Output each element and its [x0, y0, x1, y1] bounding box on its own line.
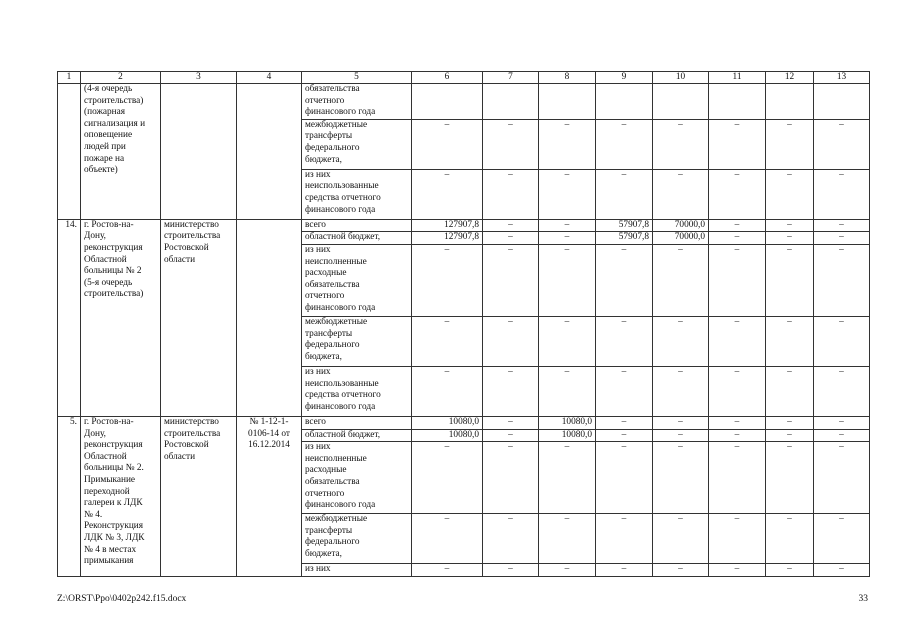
- value-cell: 10080,0: [412, 429, 483, 442]
- cell-line: областной бюджет,: [305, 232, 381, 243]
- funding-source: [302, 232, 412, 245]
- funding-source: [302, 244, 412, 316]
- table-row: [58, 84, 870, 120]
- value-cell: –: [483, 429, 539, 442]
- value-cell: –: [539, 366, 596, 416]
- cell-line: финансового года: [305, 401, 376, 412]
- cell-line: Дону,: [84, 231, 107, 242]
- value-cell: –: [766, 232, 814, 245]
- cell-line: Областной: [84, 451, 127, 462]
- cell-line: примыкания: [84, 556, 134, 567]
- cell-line: больницы № 2: [84, 266, 142, 277]
- value-cell: –: [483, 514, 539, 564]
- value-cell: –: [814, 429, 870, 442]
- document-ref: [237, 219, 302, 416]
- cell-line: бюджета,: [305, 154, 342, 165]
- value-cell: –: [653, 514, 709, 564]
- value-cell: –: [539, 219, 596, 232]
- value-cell: –: [483, 169, 539, 219]
- value-cell: –: [766, 244, 814, 316]
- value-cell: –: [814, 514, 870, 564]
- cell-line: бюджета,: [305, 548, 342, 559]
- responsible-agency: [161, 416, 237, 576]
- cell-line: трансферты: [305, 328, 353, 339]
- value-cell: –: [483, 119, 539, 169]
- value-cell: –: [766, 416, 814, 429]
- cell-line: обязательства: [305, 84, 360, 94]
- footer-file-path: Z:\ORST\Ppo\0402p242.f15.docx: [57, 594, 187, 604]
- cell-line: оповещение: [84, 130, 133, 141]
- object-name: [81, 219, 161, 416]
- cell-line: из них: [305, 564, 331, 575]
- column-number-11: 11: [709, 72, 766, 84]
- cell-line: сигнализация и: [84, 118, 146, 129]
- cell-line: средства отчетного: [305, 390, 381, 401]
- value-cell: 70000,0: [653, 232, 709, 245]
- value-cell: –: [766, 429, 814, 442]
- value-cell: –: [709, 366, 766, 416]
- value-cell: –: [766, 514, 814, 564]
- cell-line: № 4 в местах: [84, 544, 137, 555]
- value-cell: –: [709, 244, 766, 316]
- cell-line: отчетного: [305, 488, 345, 499]
- footer-page-number: 33: [858, 594, 868, 604]
- column-number-12: 12: [766, 72, 814, 84]
- value-cell: –: [709, 119, 766, 169]
- value-cell: 10080,0: [412, 416, 483, 429]
- document-ref: [237, 416, 302, 576]
- funding-source: [302, 84, 412, 120]
- cell-line: (5-я очередь: [84, 277, 133, 288]
- value-cell: –: [814, 316, 870, 366]
- cell-line: обязательства: [305, 279, 360, 290]
- cell-line: федерального: [305, 142, 360, 153]
- value-cell: –: [709, 219, 766, 232]
- responsible-agency: [161, 84, 237, 220]
- value-cell: –: [596, 429, 653, 442]
- cell-line: строительства: [164, 231, 221, 242]
- value-cell: –: [814, 219, 870, 232]
- value-cell: 10080,0: [539, 429, 596, 442]
- cell-line: министерство: [164, 219, 219, 230]
- value-cell: –: [596, 416, 653, 429]
- row-number: 14.: [58, 219, 81, 416]
- cell-line: финансового года: [305, 302, 376, 313]
- cell-line: межбюджетные: [305, 316, 368, 327]
- cell-line: строительства): [84, 95, 144, 106]
- value-cell: –: [539, 514, 596, 564]
- cell-line: из них: [305, 244, 331, 255]
- budget-table: [57, 71, 870, 577]
- funding-source: [302, 564, 412, 577]
- header-row: [58, 72, 870, 84]
- value-cell: –: [709, 442, 766, 514]
- cell-line: 0106-14 от: [248, 428, 290, 439]
- table-row: [58, 416, 870, 429]
- object-name: [81, 84, 161, 220]
- value-cell: [596, 84, 653, 120]
- value-cell: –: [596, 514, 653, 564]
- value-cell: –: [596, 564, 653, 577]
- cell-line: отчетного: [305, 291, 345, 302]
- cell-line: всего: [305, 416, 326, 427]
- cell-line: Областной: [84, 254, 127, 265]
- cell-line: области: [164, 254, 196, 265]
- cell-line: объекте): [84, 165, 118, 176]
- value-cell: –: [814, 169, 870, 219]
- value-cell: –: [412, 244, 483, 316]
- column-number-1: 1: [58, 72, 81, 84]
- value-cell: –: [596, 316, 653, 366]
- value-cell: –: [539, 442, 596, 514]
- value-cell: [653, 84, 709, 120]
- cell-line: реконструкция: [84, 242, 143, 253]
- value-cell: [539, 84, 596, 120]
- column-number-5: 5: [302, 72, 412, 84]
- cell-line: строительства): [84, 289, 144, 300]
- value-cell: –: [483, 219, 539, 232]
- cell-line: межбюджетные: [305, 514, 368, 525]
- funding-source: [302, 119, 412, 169]
- cell-line: отчетного: [305, 95, 345, 106]
- cell-line: № 1-12-1-: [249, 416, 289, 427]
- value-cell: –: [766, 219, 814, 232]
- value-cell: –: [539, 169, 596, 219]
- value-cell: –: [596, 442, 653, 514]
- column-number-9: 9: [596, 72, 653, 84]
- cell-line: Реконструкция: [84, 521, 144, 532]
- value-cell: 57907,8: [596, 219, 653, 232]
- value-cell: –: [709, 169, 766, 219]
- value-cell: 70000,0: [653, 219, 709, 232]
- cell-line: г. Ростов-на-: [84, 219, 134, 230]
- value-cell: –: [653, 429, 709, 442]
- column-number-7: 7: [483, 72, 539, 84]
- funding-source: [302, 366, 412, 416]
- cell-line: г. Ростов-на-: [84, 416, 134, 427]
- value-cell: –: [653, 119, 709, 169]
- value-cell: –: [412, 514, 483, 564]
- value-cell: [766, 84, 814, 120]
- cell-line: трансферты: [305, 525, 353, 536]
- value-cell: –: [653, 442, 709, 514]
- cell-line: неисполненные: [305, 453, 367, 464]
- cell-line: областной бюджет,: [305, 429, 381, 440]
- cell-line: трансферты: [305, 131, 353, 142]
- funding-source: [302, 316, 412, 366]
- value-cell: –: [814, 232, 870, 245]
- value-cell: –: [483, 232, 539, 245]
- value-cell: –: [483, 564, 539, 577]
- funding-source: [302, 429, 412, 442]
- funding-source: [302, 169, 412, 219]
- value-cell: –: [709, 416, 766, 429]
- value-cell: –: [539, 316, 596, 366]
- value-cell: –: [766, 119, 814, 169]
- cell-line: области: [164, 451, 196, 462]
- value-cell: –: [539, 119, 596, 169]
- column-number-3: 3: [161, 72, 237, 84]
- value-cell: 57907,8: [596, 232, 653, 245]
- value-cell: –: [412, 442, 483, 514]
- value-cell: –: [653, 416, 709, 429]
- value-cell: –: [709, 564, 766, 577]
- column-number-8: 8: [539, 72, 596, 84]
- value-cell: –: [709, 316, 766, 366]
- value-cell: –: [596, 366, 653, 416]
- object-name: [81, 416, 161, 576]
- value-cell: –: [539, 232, 596, 245]
- cell-line: Ростовской: [164, 242, 209, 253]
- value-cell: –: [766, 169, 814, 219]
- document-ref: [237, 84, 302, 220]
- value-cell: –: [653, 169, 709, 219]
- value-cell: –: [814, 119, 870, 169]
- value-cell: –: [653, 316, 709, 366]
- cell-line: межбюджетные: [305, 119, 368, 130]
- value-cell: –: [814, 442, 870, 514]
- cell-line: 16.12.2014: [248, 440, 290, 451]
- cell-line: № 4.: [84, 509, 103, 520]
- responsible-agency: [161, 219, 237, 416]
- value-cell: –: [412, 366, 483, 416]
- value-cell: –: [814, 416, 870, 429]
- cell-line: Примыкание: [84, 474, 136, 485]
- cell-line: финансового года: [305, 107, 376, 118]
- funding-source: [302, 442, 412, 514]
- cell-line: федерального: [305, 537, 360, 548]
- value-cell: –: [539, 564, 596, 577]
- value-cell: –: [483, 416, 539, 429]
- cell-line: больницы № 2.: [84, 463, 144, 474]
- cell-line: расходные: [305, 465, 347, 476]
- cell-line: неисполненные: [305, 256, 367, 267]
- cell-line: строительства: [164, 428, 221, 439]
- cell-line: ЛДК № 3, ЛДК: [84, 532, 145, 543]
- value-cell: –: [766, 366, 814, 416]
- value-cell: –: [483, 244, 539, 316]
- cell-line: Ростовской: [164, 440, 209, 451]
- cell-line: расходные: [305, 268, 347, 279]
- value-cell: –: [709, 232, 766, 245]
- cell-line: людей при: [84, 141, 126, 152]
- value-cell: –: [653, 564, 709, 577]
- column-number-2: 2: [81, 72, 161, 84]
- column-number-4: 4: [237, 72, 302, 84]
- value-cell: 127907,8: [412, 232, 483, 245]
- value-cell: –: [653, 244, 709, 316]
- table-row: [58, 219, 870, 232]
- value-cell: –: [539, 244, 596, 316]
- cell-line: средства отчетного: [305, 192, 381, 203]
- cell-line: пожаре на: [84, 153, 125, 164]
- cell-line: Дону,: [84, 428, 107, 439]
- cell-line: всего: [305, 219, 326, 230]
- cell-line: из них: [305, 169, 331, 180]
- cell-line: из них: [305, 366, 331, 377]
- row-number: 5.: [58, 416, 81, 576]
- value-cell: –: [412, 316, 483, 366]
- value-cell: –: [814, 564, 870, 577]
- funding-source: [302, 416, 412, 429]
- cell-line: из них: [305, 442, 331, 453]
- cell-line: финансового года: [305, 500, 376, 511]
- value-cell: –: [766, 442, 814, 514]
- cell-line: министерство: [164, 416, 219, 427]
- cell-line: неиспользованные: [305, 181, 379, 192]
- value-cell: –: [596, 169, 653, 219]
- column-number-10: 10: [653, 72, 709, 84]
- cell-line: бюджета,: [305, 351, 342, 362]
- cell-line: (пожарная: [84, 107, 126, 118]
- value-cell: –: [709, 514, 766, 564]
- row-number: [58, 84, 81, 220]
- cell-line: обязательства: [305, 476, 360, 487]
- value-cell: 127907,8: [412, 219, 483, 232]
- value-cell: [709, 84, 766, 120]
- value-cell: –: [814, 366, 870, 416]
- cell-line: переходной: [84, 486, 130, 497]
- value-cell: –: [596, 244, 653, 316]
- value-cell: –: [412, 169, 483, 219]
- value-cell: –: [412, 119, 483, 169]
- cell-line: реконструкция: [84, 440, 143, 451]
- cell-line: неиспользованные: [305, 378, 379, 389]
- value-cell: –: [483, 442, 539, 514]
- cell-line: галереи к ЛДК: [84, 498, 143, 509]
- value-cell: –: [653, 366, 709, 416]
- value-cell: –: [412, 564, 483, 577]
- value-cell: –: [766, 564, 814, 577]
- cell-line: (4-я очередь: [84, 84, 133, 94]
- column-number-13: 13: [814, 72, 870, 84]
- value-cell: –: [766, 316, 814, 366]
- value-cell: [483, 84, 539, 120]
- value-cell: [412, 84, 483, 120]
- value-cell: 10080,0: [539, 416, 596, 429]
- value-cell: –: [709, 429, 766, 442]
- cell-line: федерального: [305, 340, 360, 351]
- value-cell: –: [483, 366, 539, 416]
- value-cell: –: [814, 244, 870, 316]
- column-number-6: 6: [412, 72, 483, 84]
- funding-source: [302, 514, 412, 564]
- value-cell: –: [596, 119, 653, 169]
- funding-source: [302, 219, 412, 232]
- cell-line: финансового года: [305, 204, 376, 215]
- value-cell: –: [483, 316, 539, 366]
- value-cell: [814, 84, 870, 120]
